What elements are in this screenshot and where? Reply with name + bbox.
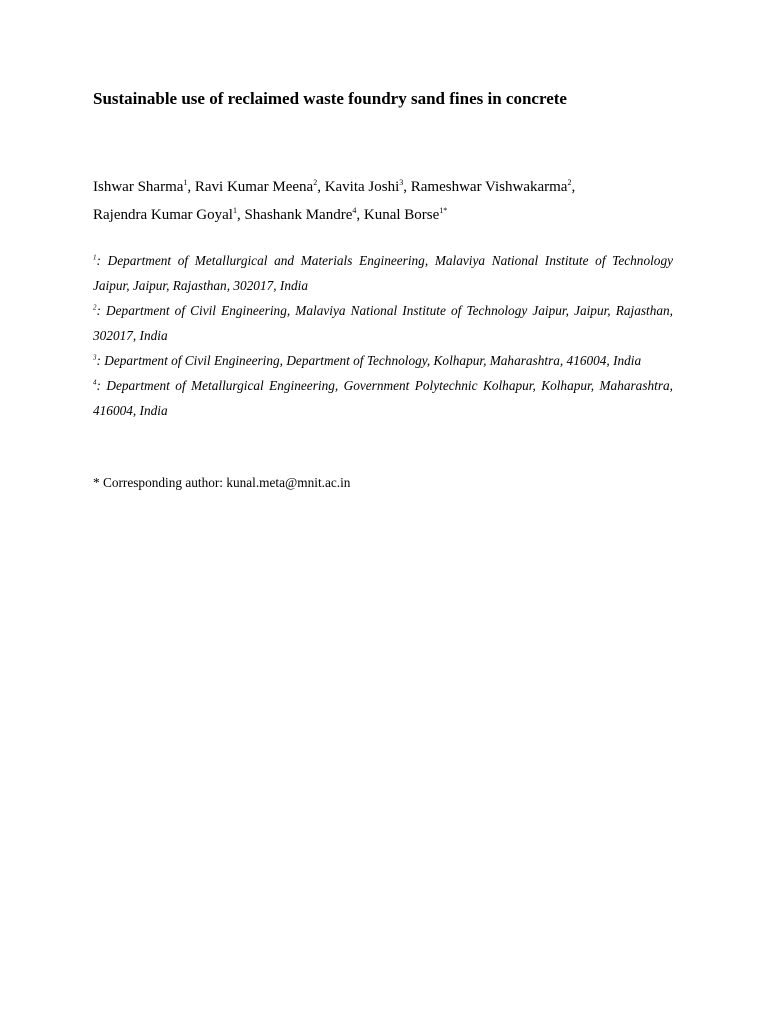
affiliation: [93, 373, 673, 423]
author-name: Ravi Kumar Meena: [194, 179, 314, 195]
author-list: [93, 173, 683, 229]
affiliation-text: : Department of Metallurgical Engineering, Government Polytechnic Kolhapur, Kolhapur, Maharashtra, 416004, India: [93, 378, 673, 418]
author-affiliation-mark: 2: [567, 178, 572, 187]
author-separator: ,: [187, 179, 195, 195]
author: [93, 179, 187, 195]
affiliation-list: [93, 248, 673, 423]
affiliation-mark: 2: [93, 303, 97, 312]
author-separator: ,: [403, 179, 411, 195]
affiliation-text: : Department of Metallurgical and Materials Engineering, Malaviya National Institute of Technology Jaipur, Jaipur, Rajasthan, 302017, India: [93, 253, 673, 293]
author-name: Rameshwar Vishwakarma: [410, 179, 568, 195]
author-name: Ishwar Sharma: [93, 179, 184, 195]
affiliation: [93, 348, 673, 373]
corresponding-author: [364, 207, 447, 223]
author-affiliation-mark: 1: [232, 206, 237, 215]
author-affiliation-mark: 1*: [439, 206, 448, 215]
author-name: Rajendra Kumar Goyal: [93, 207, 233, 223]
author: [195, 179, 317, 195]
author-affiliation-mark: 3: [399, 178, 404, 187]
author-name: Kavita Joshi: [324, 179, 400, 195]
author-affiliation-mark: 1: [183, 178, 188, 187]
affiliation-mark: 4: [93, 378, 97, 387]
author-affiliation-mark: 2: [313, 178, 318, 187]
author-name: Kunal Borse: [363, 207, 440, 223]
author-name: Shashank Mandre: [244, 207, 353, 223]
paper-title: Sustainable use of reclaimed waste foundry sand fines in concrete: [93, 89, 567, 108]
author: [93, 207, 237, 223]
affiliation-text: : Department of Civil Engineering, Department of Technology, Kolhapur, Maharashtra, 416004, India: [96, 353, 642, 368]
author-separator: ,: [317, 179, 325, 195]
author-affiliation-mark: 4: [352, 206, 357, 215]
affiliation-mark: 3: [93, 353, 97, 362]
corresponding-author-note: * Corresponding author: kunal.meta@mnit.ac.in: [93, 475, 351, 490]
affiliation-mark: 1: [93, 253, 97, 262]
author-separator: ,: [356, 207, 364, 223]
affiliation: [93, 248, 673, 298]
affiliation-text: : Department of Civil Engineering, Malaviya National Institute of Technology Jaipur, Jaipur, Rajasthan, 302017, India: [93, 303, 673, 343]
author-separator: ,: [571, 179, 576, 195]
author: [244, 207, 356, 223]
author: [411, 179, 572, 195]
author: [325, 179, 404, 195]
author-separator: ,: [236, 207, 245, 223]
affiliation: [93, 298, 673, 348]
